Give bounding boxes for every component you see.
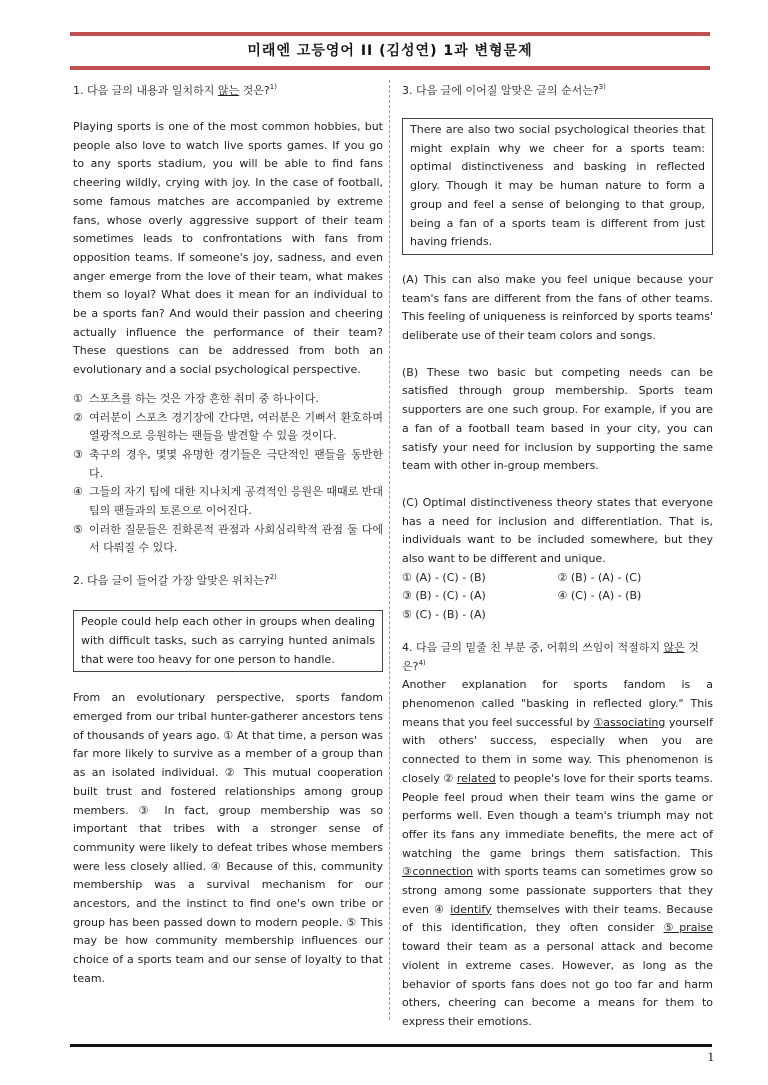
question-2-heading: 2. 다음 글이 들어갈 가장 알맞은 위치는?$^{2)}$ xyxy=(73,573,277,588)
question-2-given-sentence-box: People could help each other in groups when dealing with difficult tasks, such as carrying hunted animals that were too heavy for one person to handle. xyxy=(73,610,383,672)
choice-5: ⑤ 이러한 질문들은 진화론적 관점과 사회심리학적 관점 둘 다에서 다뤄질 수 있다. xyxy=(73,522,383,555)
right-column xyxy=(402,80,713,1032)
question-3-heading: 3. 다음 글에 이어질 알맞은 글의 순서는?$^{3)}$ xyxy=(402,83,606,97)
page-number: 1 xyxy=(707,1049,714,1064)
choice-1: ① 스포츠를 하는 것은 가장 흔한 취미 중 하나이다. xyxy=(73,391,319,405)
question-3-intro-box: There are also two social psychological theories that might explain why we cheer for a sports team: optimal distinctiveness and basking in reflected glory. Though it may be human nature to form a group and feel a sense of belonging to that group, being a fan of a sports team is different from just having friends. xyxy=(402,118,713,255)
question-4-passage: Another explanation for sports fandom is a phenomenon called "basking in reflected glory." This means that you feel successful by ①associating yourself with others' success, especially when you are connected to them in some way. This phenomenon is closely ② related to people's love for their sports teams. People feel proud when their team wins the game or performs well. Even though a team's triumph may not offer its fans any immediate benefits, the mere act of watching the game brings them satisfaction. This ③connection with sports teams can sometimes grow so strong among some passionate supporters that they even ④ identify themselves with their teams. Because of this identification, they often consider ⑤praise toward their team as a personal attack and become violent in extreme cases. However, as long as the behavior of sports fans does not go too far and harm others, cheering can become a means for them to express their emotions. xyxy=(402,678,713,1028)
underlined-word-3: ③connection xyxy=(402,865,474,879)
question-4-heading: 4. 다음 글의 밑줄 친 부분 중, 어휘의 쓰임이 적절하지 않은 것은?$^{4)}$ xyxy=(402,640,699,673)
option-3: ③ (B) - (C) - (A) xyxy=(402,589,486,603)
question-1-passage: Playing sports is one of the most common hobbies, but people also love to watch live sports games. If you go to any sports stadium, you will be able to find fans cheering wildly, crying with joy. In the case of football, some famous matches are accompanied by extreme fans, whose overly aggressive support of their team sometimes leads to confrontations with fans from opposition teams. If someone's joy, sadness, and even anger emerge from the love of their team, what makes them so loyal? What does it mean for an individual to be a sports fan? And would their passion and cheering actually influence the performance of their team? These questions can be addressed from both an evolutionary and a social psychological perspective. xyxy=(73,120,383,377)
left-column xyxy=(73,80,383,989)
page-title: 미래엔 고등영어 II (김성연) 1과 변형문제 xyxy=(247,43,533,59)
paragraph-b: (B) These two basic but competing needs can be satisfied through group membership. Sports team supporters are one such group. For example, if you are a fan of a football team based in your city, you can satisfy your need for inclusion by supporting the same team with other in-group members. xyxy=(402,365,713,473)
choice-4: ④ 그들의 자기 팀에 대한 지나치게 공격적인 응원은 때때로 반대 팀의 팬들과의 토론으로 이어진다. xyxy=(73,485,383,518)
option-5: ⑤ (C) - (B) - (A) xyxy=(402,608,486,622)
option-1: ① (A) - (C) - (B) xyxy=(402,570,486,584)
option-2: ② (B) - (A) - (C) xyxy=(557,570,642,584)
underlined-word-2: related xyxy=(456,771,496,785)
paragraph-c: (C) Optimal distinctiveness theory states that everyone has a need for inclusion and differentiation. That is, individuals want to be included somewhere, but they also want to be different and unique. xyxy=(402,495,713,566)
underlined-word-5: ⑤praise xyxy=(663,921,713,935)
column-divider xyxy=(389,80,390,1020)
footer-rule xyxy=(70,1044,712,1047)
underlined-word-1: ①associating xyxy=(593,715,666,729)
choice-2: ② 여러분이 스포츠 경기장에 간다면, 여러분은 기뻐서 환호하며 열광적으로 응원하는 팬들을 발견할 수 있을 것이다. xyxy=(73,410,383,443)
paragraph-a: (A) This can also make you feel unique because your team's fans are different from the fans of other teams. This feeling of uniqueness is reinforced by sports teams' deliberate use of their team colors and songs. xyxy=(402,272,713,343)
underlined-word-4: identify xyxy=(450,902,492,916)
question-1-heading: 1. 다음 글의 내용과 일치하지 않는 것은?$^{1)}$ xyxy=(73,83,277,97)
question-1-choices xyxy=(73,390,383,558)
question-3-options xyxy=(402,569,713,625)
question-2-passage: From an evolutionary perspective, sports fandom emerged from our tribal hunter-gatherer ancestors tens of thousands of years ago. ① At that time, a person was far more likely to survive as a member of a group than as an isolated individual. ② This mutual cooperation built trust and fostered relationships among group members. ③ In fact, group membership was so important that tribes with a stronger sense of community were likely to defeat tribes whose members were less closely allied. ④ Because of this, community membership was a survival mechanism for our ancestors, and the instinct to find one's own tribe or group has been passed down to modern people. ⑤ This may be how community membership influences our choice of a sports team and our sense of loyalty to that team. xyxy=(73,691,383,985)
option-4: ④ (C) - (A) - (B) xyxy=(557,589,642,603)
header-top-rule xyxy=(70,32,710,36)
header-bottom-rule xyxy=(70,66,710,70)
choice-3: ③ 축구의 경우, 몇몇 유명한 경기들은 극단적인 팬들을 동반한다. xyxy=(73,447,383,480)
